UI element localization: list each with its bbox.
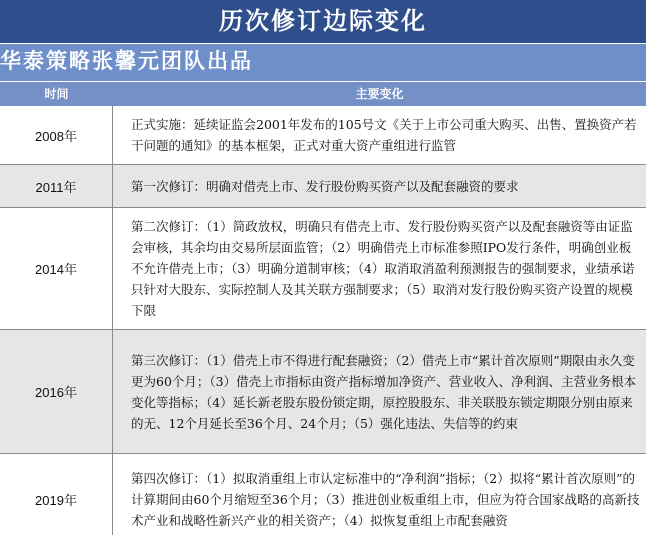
table-header — [0, 82, 646, 106]
header-bar — [0, 0, 646, 44]
change-cell — [113, 330, 646, 453]
change-text: 正式实施：延续证监会2001年发布的105号文《关于上市公司重大购买、出售、置换资产若干问题的通知》的基本框架，正式对重大资产重组进行监管 — [131, 117, 637, 153]
page-title: 历次修订边际变化 — [219, 7, 427, 35]
table-row — [0, 165, 646, 208]
change-cell — [113, 165, 646, 207]
page-subtitle: 华泰策略张馨元团队出品 — [0, 49, 253, 73]
change-cell — [113, 454, 646, 535]
column-header-changes: 主要变化 — [355, 87, 404, 101]
table-row — [0, 454, 646, 535]
change-text: 第二次修订：（1）简政放权，明确只有借壳上市、发行股份购买资产以及配套融资等由证监会审核，其余均由交易所层面监管；（2）明确借壳上市标准参照IPO发行条件，明确创业板不允许借壳上市；（3）明确分道制审核；（4）取消取消盈利预测报告的强制要求，业绩承诺只针对大股东、实际控制人及其关联方强制要求；（5）取消对发行股份购买资产设置的规模下限 — [131, 219, 635, 318]
table-row — [0, 106, 646, 165]
table-row — [0, 208, 646, 330]
column-header-time: 时间 — [44, 87, 69, 101]
table-body — [0, 106, 646, 535]
change-text: 第四次修订：（1）拟取消重组上市认定标准中的“净利润”指标；（2）拟将“累计首次原则”的计算期间由60个月缩短至36个月；（3）推进创业板重组上市，但应为符合国家战略的高新技术产业和战略性新兴产业的相关资产；（4）拟恢复重组上市配套融资 — [131, 470, 640, 528]
year-cell: 2014年 — [0, 208, 113, 329]
change-text: 第一次修订：明确对借壳上市、发行股份购买资产以及配套融资的要求 — [131, 178, 519, 194]
year-cell: 2011年 — [0, 165, 113, 207]
change-cell — [113, 208, 646, 329]
year-cell: 2016年 — [0, 330, 113, 453]
year-cell: 2019年 — [0, 454, 113, 535]
change-cell — [113, 106, 646, 164]
table-row — [0, 330, 646, 454]
change-text: 第三次修订：（1）借壳上市不得进行配套融资；（2）借壳上市“累计首次原则”期限由永久变更为60个月；（3）借壳上市指标由资产指标增加净资产、营业收入、净利润、主营业务根本变化等指标；（4）延长新老股东股份锁定期，原控股股东、非关联股东锁定期限分别由原来的无、12个月延长至36个月、24个月；（5）强化违法、失信等的约束 — [131, 352, 637, 431]
year-cell: 2008年 — [0, 106, 113, 164]
